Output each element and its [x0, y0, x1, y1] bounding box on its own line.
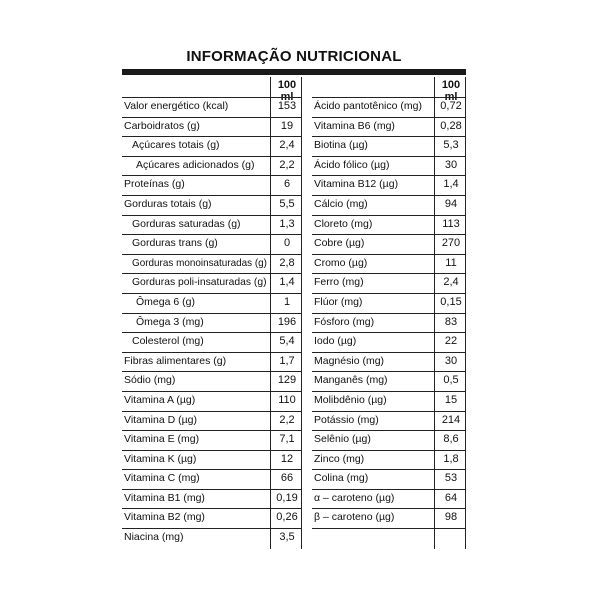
- nutrient-value: 1,4: [443, 178, 459, 191]
- nutrient-name: Sódio (mg): [124, 374, 176, 387]
- nutrient-value: 83: [444, 315, 458, 328]
- nutrient-name: Açúcares totais (g): [132, 139, 220, 152]
- table-header-right: [312, 77, 466, 103]
- nutrient-value: 2,8: [279, 256, 295, 269]
- table-row: [312, 489, 466, 509]
- nutrient-value: 0,5: [443, 374, 459, 387]
- table-row: [122, 352, 302, 372]
- nutrient-value: 2,2: [279, 413, 295, 426]
- table-row: [122, 273, 302, 293]
- nutrient-name: Magnésio (mg): [314, 354, 385, 367]
- nutrient-name: Gorduras totais (g): [124, 197, 212, 210]
- nutrient-name: Cloreto (mg): [314, 217, 373, 230]
- table-row: [122, 313, 302, 333]
- table-row: [312, 352, 466, 372]
- nutrient-name: Molibdênio (µg): [314, 393, 387, 406]
- table-row: [122, 391, 302, 411]
- table-row: [122, 215, 302, 235]
- table-row: [122, 528, 302, 548]
- table-row: [122, 508, 302, 528]
- table-row: [122, 195, 302, 215]
- table-row: [122, 254, 302, 274]
- nutrient-name: Vitamina B12 (µg): [314, 178, 399, 191]
- nutrient-value: 0,26: [276, 511, 298, 524]
- nutrient-name: Açúcares adicionados (g): [136, 158, 255, 171]
- nutrient-value: 64: [444, 491, 458, 504]
- nutrient-name: Niacina (mg): [124, 531, 184, 544]
- table-row: [312, 273, 466, 293]
- nutrient-value: 53: [444, 472, 458, 485]
- value-column-border: [434, 529, 466, 549]
- nutrient-name: Fibras alimentares (g): [124, 354, 227, 367]
- nutrient-value: 22: [444, 335, 458, 348]
- nutrient-name: Ferro (mg): [314, 276, 364, 289]
- nutrient-name: Vitamina B1 (mg): [124, 491, 205, 504]
- nutrient-value: 30: [444, 158, 458, 171]
- table-row: [312, 175, 466, 195]
- nutrient-value: 2,4: [443, 276, 459, 289]
- table-row: [312, 430, 466, 450]
- nutrient-name: Colesterol (mg): [132, 335, 204, 348]
- nutrient-name: Vitamina B6 (mg): [314, 119, 395, 132]
- nutrient-value: 0,72: [440, 100, 462, 112]
- nutrition-table-left: [122, 77, 302, 548]
- table-header-left: [122, 77, 302, 103]
- nutrient-name: Vitamina E (mg): [124, 433, 200, 446]
- nutrient-value: 15: [444, 393, 458, 406]
- table-row: [312, 254, 466, 274]
- nutrient-name: Flúor (mg): [314, 295, 363, 308]
- table-row: [122, 293, 302, 313]
- nutrient-value: 153: [277, 100, 297, 112]
- table-row: [312, 371, 466, 391]
- nutrient-name: Proteínas (g): [124, 178, 185, 191]
- nutrient-value: 110: [278, 393, 296, 406]
- table-row: [312, 195, 466, 215]
- nutrient-value: 2,2: [279, 158, 295, 171]
- table-row: [312, 313, 466, 333]
- table-row: [312, 332, 466, 352]
- table-row: [122, 234, 302, 254]
- nutrient-value: 214: [441, 413, 461, 426]
- table-row: [312, 450, 466, 470]
- table-row: [312, 469, 466, 489]
- nutrient-name: Ácido fólico (µg): [314, 158, 390, 171]
- nutrient-value: 19: [280, 119, 294, 132]
- nutrient-name: Vitamina K (µg): [124, 452, 197, 465]
- nutrient-name: Fósforo (mg): [314, 315, 375, 328]
- nutrient-value: 196: [277, 315, 297, 328]
- table-row: [312, 234, 466, 254]
- nutrient-value: 30: [444, 354, 458, 367]
- table-row: [122, 332, 302, 352]
- nutrient-value: 2,4: [279, 139, 295, 152]
- nutrient-name: Zinco (mg): [314, 452, 365, 465]
- table-row: [122, 371, 302, 391]
- nutrient-value: 66: [280, 472, 294, 485]
- nutrient-name: Ácido pantotênico (mg): [314, 100, 422, 112]
- nutrient-name: Valor energético (kcal): [124, 100, 229, 112]
- table-title: INFORMAÇÃO NUTRICIONAL: [186, 48, 402, 65]
- table-row: [122, 411, 302, 431]
- nutrient-name: Ômega 3 (mg): [136, 315, 204, 328]
- unit-header: 100 ml: [277, 79, 297, 103]
- table-row: [312, 411, 466, 431]
- nutrient-name: Ômega 6 (g): [136, 295, 195, 308]
- nutrient-name: Vitamina C (mg): [124, 472, 200, 485]
- nutrient-value: 0: [283, 237, 291, 250]
- table-row: [122, 489, 302, 509]
- nutrient-value: 0,15: [440, 295, 462, 308]
- nutrient-value: 0,19: [276, 491, 298, 504]
- table-row: [312, 391, 466, 411]
- table-row: [312, 97, 466, 117]
- nutrient-name: Cromo (µg): [314, 256, 368, 269]
- nutrient-name: Cobre (µg): [314, 237, 365, 250]
- nutrient-name: Gorduras poli-insaturadas (g): [132, 276, 267, 289]
- nutrient-value: 8,6: [443, 433, 459, 446]
- nutrient-name: Gorduras saturadas (g): [132, 217, 241, 230]
- nutrient-value: 11: [445, 256, 457, 269]
- nutrient-value: 1,3: [279, 217, 295, 230]
- table-row: [122, 469, 302, 489]
- nutrient-value: 0,28: [440, 119, 462, 132]
- nutrient-name: Colina (mg): [314, 472, 369, 485]
- nutrient-name: Vitamina A (µg): [124, 393, 196, 406]
- table-row: [312, 117, 466, 137]
- table-row: [312, 215, 466, 235]
- nutrient-name: Biotina (µg): [314, 139, 368, 152]
- nutrition-table-right: [312, 77, 466, 548]
- nutrient-value: 12: [280, 452, 294, 465]
- nutrient-value: 1,7: [279, 354, 295, 367]
- empty-row: [312, 528, 466, 548]
- nutrient-value: 1: [283, 295, 291, 308]
- title-rule: [122, 69, 466, 75]
- table-row: [312, 156, 466, 176]
- nutrient-value: 6: [283, 178, 291, 191]
- nutrient-name: Gorduras trans (g): [132, 237, 218, 250]
- nutrient-name: Iodo (µg): [314, 335, 357, 348]
- nutrient-value: 1,4: [279, 276, 295, 289]
- nutrient-name: Potássio (mg): [314, 413, 379, 426]
- nutrient-value: 1,8: [443, 452, 459, 465]
- nutrient-value: 7,1: [279, 433, 295, 446]
- table-row: [312, 508, 466, 528]
- table-row: [122, 430, 302, 450]
- table-row: [122, 175, 302, 195]
- table-row: [122, 450, 302, 470]
- nutrient-name: Vitamina B2 (mg): [124, 511, 205, 524]
- unit-header: 100 ml: [441, 79, 461, 103]
- nutrient-name: Cálcio (mg): [314, 197, 368, 210]
- nutrient-name: Manganês (mg): [314, 374, 388, 387]
- table-row: [122, 117, 302, 137]
- nutrient-value: 98: [444, 511, 458, 524]
- nutrient-value: 5,3: [443, 139, 459, 152]
- nutrient-value: 3,5: [279, 531, 295, 544]
- nutrient-name: α – caroteno (µg): [314, 491, 395, 504]
- nutrient-name: Gorduras monoinsaturadas (g): [132, 256, 267, 269]
- table-row: [122, 156, 302, 176]
- table-row: [312, 293, 466, 313]
- table-row: [312, 136, 466, 156]
- nutrient-name: Vitamina D (µg): [124, 413, 197, 426]
- nutrient-value: 94: [444, 197, 458, 210]
- nutrient-name: Carboidratos (g): [124, 119, 200, 132]
- nutrient-value: 113: [442, 217, 460, 230]
- table-row: [122, 97, 302, 117]
- nutrient-name: Selênio (µg): [314, 433, 371, 446]
- nutrient-value: 5,4: [279, 335, 295, 348]
- nutrient-value: 5,5: [279, 197, 295, 210]
- nutrient-value: 129: [277, 374, 297, 387]
- nutrient-value: 270: [441, 237, 461, 250]
- nutrient-name: β – caroteno (µg): [314, 511, 395, 524]
- table-row: [122, 136, 302, 156]
